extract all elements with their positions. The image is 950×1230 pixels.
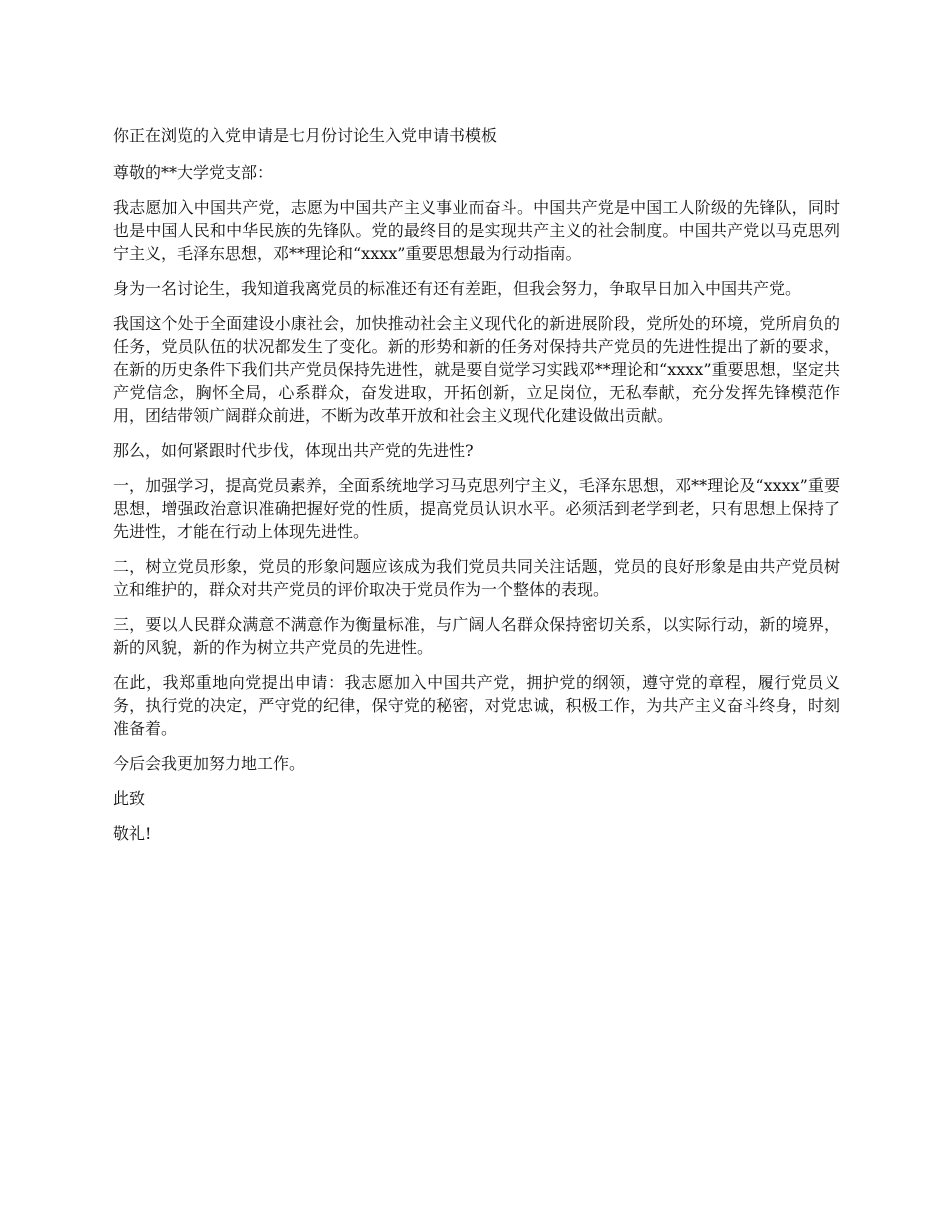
regards: 敬礼! <box>113 824 152 843</box>
body-paragraph-5: 一，加强学习，提高党员素养，全面系统地学习马克思列宁主义，毛泽东思想，邓**理论及“xxxx”重要思想，增强政治意识准确把握好党的性质，提高党员认识水平。必须活到老学到老，只有思想上保持了先进性，才能在行动上体现先进性。 <box>113 476 840 541</box>
document-body <box>113 124 840 857</box>
body-paragraph-8: 在此，我郑重地向党提出申请：我志愿加入中国共产党，拥护党的纲领，遵守党的章程，履行党员义务，执行党的决定，严守党的纪律，保守党的秘密，对党忠诚，积极工作，为共产主义奋斗终身，时刻准备着。 <box>113 673 840 738</box>
body-paragraph-6: 二，树立党员形象，党员的形象问题应该成为我们党员共同关注话题，党员的良好形象是由共产党员树立和维护的，群众对共产党员的评价取决于党员作为一个整体的表现。 <box>113 557 840 599</box>
salutation: 尊敬的**大学党支部： <box>113 163 274 182</box>
body-paragraph-1: 我志愿加入中国共产党，志愿为中国共产主义事业而奋斗。中国共产党是中国工人阶级的先锋队，同时也是中国人民和中华民族的先锋队。党的最终目的是实现共产主义的社会制度。中国共产党以马克思列宁主义，毛泽东思想，邓**理论和“xxxx”重要思想最为行动指南。 <box>113 198 840 263</box>
closing: 此致 <box>113 789 146 808</box>
body-paragraph-3: 我国这个处于全面建设小康社会，加快推动社会主义现代化的新进展阶段，党所处的环境，党所肩负的任务，党员队伍的状况都发生了变化。新的形势和新的任务对保持共产党员的先进性提出了新的要求，在新的历史条件下我们共产党员保持先进性，就是要自觉学习实践邓**理论和“xxxx”重要思想，坚定共产党信念，胸怀全局，心系群众，奋发进取，开拓创新，立足岗位，无私奉献，充分发挥先锋模范作用，团结带领广阔群众前进，不断为改革开放和社会主义现代化建设做出贡献。 <box>113 314 840 425</box>
body-paragraph-2: 身为一名讨论生，我知道我离党员的标准还有还有差距，但我会努力，争取早日加入中国共产党。 <box>113 279 802 298</box>
body-paragraph-9: 今后会我更加努力地工作。 <box>113 754 306 773</box>
body-paragraph-7: 三，要以人民群众满意不满意作为衡量标准，与广阔人名群众保持密切关系，以实际行动，新的境界，新的风貌，新的作为树立共产党员的先进性。 <box>113 615 840 657</box>
document-title: 你正在浏览的入党申请是七月份讨论生入党申请书模板 <box>113 126 498 145</box>
body-paragraph-4: 那么，如何紧跟时代步伐，体现出共产党的先进性? <box>113 441 474 460</box>
